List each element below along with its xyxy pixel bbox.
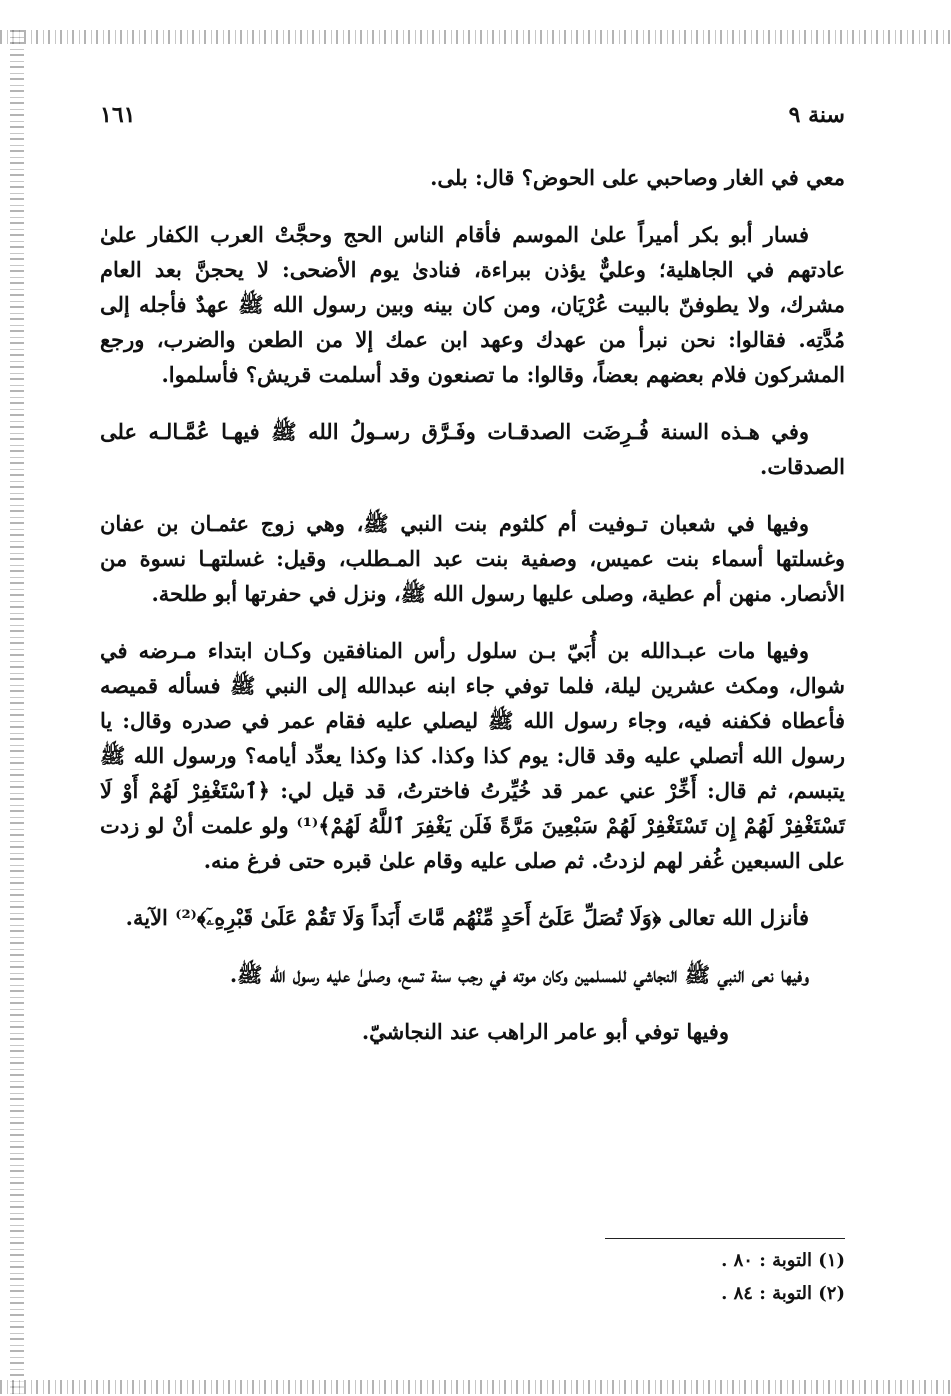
page-number: ١٦١ — [100, 102, 136, 128]
decorative-border-bottom — [0, 1380, 951, 1394]
page-body — [100, 160, 845, 1071]
running-title: سنة ٩ — [788, 102, 845, 128]
paragraph: فأنزل الله تعالى ﴿وَلَا تُصَلِّ عَلَىٰٓ أَحَدٍ مِّنْهُم مَّاتَ أَبَداً وَلَا تَقُمْ عَلَىٰ قَبْرِهِۦٓ﴾⁽²⁾ الآية. — [125, 905, 809, 930]
paragraph: معي في الغار وصاحبي على الحوض؟ قال: بلى. — [430, 165, 845, 190]
decorative-border-top — [0, 30, 951, 44]
paragraph: وفي هـذه السنة فُـرِضَت الصدقـات وفَـرَّق رسـولُ الله ﷺ فيهـا عُمَّـالـه على الصدقات. — [100, 419, 845, 479]
page-header — [100, 102, 845, 138]
footnote-separator — [605, 1238, 845, 1239]
paragraph: وفيها توفي أبو عامر الراهب عند النجاشيّ. — [361, 1019, 729, 1044]
footnote: (١) التوبة : ٨٠ . — [721, 1250, 845, 1271]
paragraph: وفيها نعى النبي ﷺ النجاشي للمسلمين وكان موته في رجب سنة تسع، وصلىٰ عليه رسول الله ﷺ. — [229, 962, 809, 987]
paragraph: وفيها مات عبـدالله بن أُبَيّ بـن سلول رأس المنافقين وكـان ابتداء مـرضه في شوال، ومكث عشرين ليلة، فلما توفي جاء ابنه عبدالله إلى النبي ﷺ فسأله قميصه فأعطاه فكفنه فيه، وجاء رسول الله ﷺ ليصلي عليه فقام عمر في صدره وقال: يا رسول الله أتصلي عليه وقد قال: يوم كذا وكذا. كذا وكذا يعدِّد أيامه؟ ورسول الله ﷺ يتبسم، ثم قال: أَخِّرْ عني عمر قد خُيِّرتُ فاخترتُ، قد قيل لي: ﴿ٱسْتَغْفِرْ لَهُمْ أَوْ لَا تَسْتَغْفِرْ لَهُمْ إِن تَسْتَغْفِرْ لَهُمْ سَبْعِينَ مَرَّةً فَلَن يَغْفِرَ ٱللَّهُ لَهُمْ﴾⁽¹⁾ ولو علمت أنْ لو زدت على السبعين غُفر لهم لزدتُ. ثم صلى عليه وقام علىٰ قبره حتى فرغ منه. — [100, 638, 846, 873]
decorative-border-left — [10, 30, 24, 1394]
paragraph: وفيها في شعبان تـوفيت أم كلثوم بنت النبي ﷺ، وهي زوج عثمـان بن عفان وغسلتها أسماء بنت عميس، وصفية بنت عبد المـطلب، وقيل: غسلتهـا نسوة من الأنصار. منهن أم عطية، وصلى عليها رسول الله ﷺ، ونزل في حفرتها أبو طلحة. — [100, 511, 845, 606]
footnotes — [500, 1244, 845, 1310]
paragraph: فسار أبو بكر أميراً علىٰ الموسم فأقام الناس الحج وحجَّتْ العرب الكفار علىٰ عادتهم في الجاهلية؛ وعليٌّ يؤذن ببراءة، فنادىٰ يوم الأضحى: لا يحجنَّ بعد العام مشرك، ولا يطوفنّ بالبيت عُرْيَان، ومن كان بينه وبين رسول الله ﷺ عهدٌ فأجله إلى مُدَّتِه. فقالوا: نحن نبرأ من عهدك وعهد ابن عمك إلا من الطعن والضرب، ورجع المشركون فلام بعضهم بعضاً، وقالوا: ما تصنعون وقد أسلمت قريش؟ فأسلموا. — [100, 222, 845, 387]
footnote: (٢) التوبة : ٨٤ . — [721, 1283, 845, 1304]
